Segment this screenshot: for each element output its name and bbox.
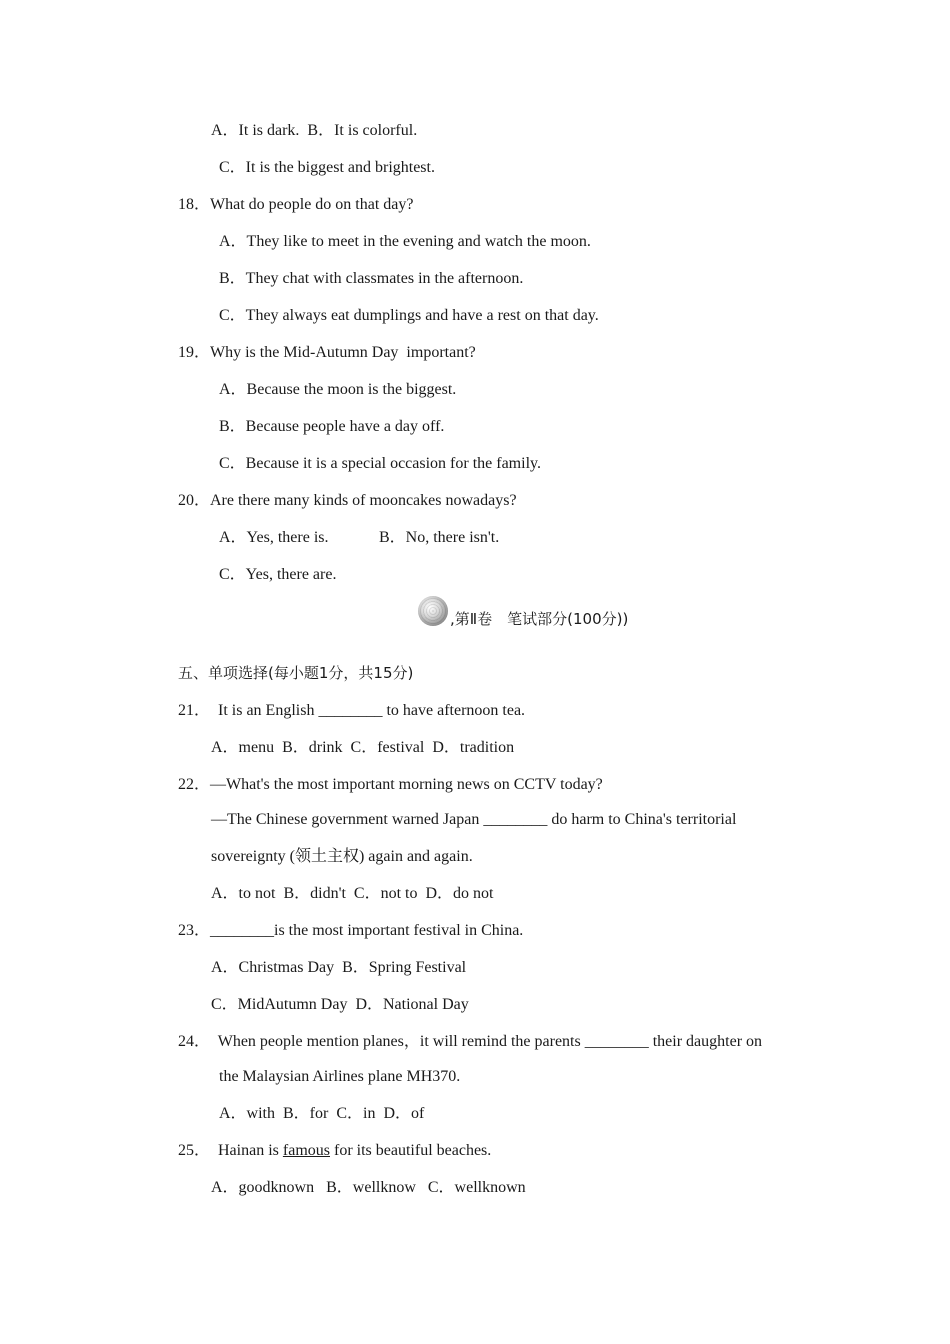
q20-option-a: A．Yes, there is. (219, 529, 329, 546)
q19-option-b: B．Because people have a day off. (219, 418, 445, 435)
q18-option-c: C．They always eat dumplings and have a rest on that day. (219, 307, 599, 324)
q23-question: 23．________is the most important festival in China. (178, 922, 524, 939)
q25-options: A．goodknown B．wellknow C．wellknown (211, 1179, 526, 1196)
q23-options-cd: C．MidAutumn Day D．National Day (211, 996, 469, 1013)
q24-question-line2: the Malaysian Airlines plane MH370. (219, 1068, 461, 1085)
q18-question: 18．What do people do on that day? (178, 196, 414, 213)
q25-question (178, 1141, 491, 1161)
q22-answer-line2: sovereignty (领土主权) again and again. (211, 848, 473, 865)
q20-option-c: C．Yes, there are. (219, 566, 337, 583)
q19-option-c: C．Because it is a special occasion for the family. (219, 455, 541, 472)
q25-prefix: 25． Hainan is (178, 1142, 283, 1159)
globe-icon (418, 596, 448, 626)
section5-heading: 五、单项选择(每小题1分，共15分) (178, 664, 414, 682)
q24-options: A．with B．for C．in D．of (219, 1105, 425, 1122)
q18-option-a: A．They like to meet in the evening and watch the moon. (219, 233, 591, 250)
q25-suffix: for its beautiful beaches. (330, 1142, 492, 1159)
q20-question: 20．Are there many kinds of mooncakes nowadays? (178, 492, 517, 509)
q24-question: 24． When people mention planes，it will remind the parents ________ their daughter on (178, 1033, 763, 1050)
q22-answer-line1: —The Chinese government warned Japan ________ do harm to China's territorial (211, 811, 737, 828)
q22-question: 22．—What's the most important morning news on CCTV today? (178, 776, 603, 793)
q21-options: A．menu B．drink C．festival D．tradition (211, 739, 515, 756)
part2-heading: ,第Ⅱ卷 笔试部分(100分)) (450, 610, 629, 628)
q20-option-b: B．No, there isn't. (379, 529, 500, 546)
q21-question: 21． It is an English ________ to have afternoon tea. (178, 702, 526, 719)
q19-question: 19．Why is the Mid-Autumn Day important? (178, 344, 476, 361)
q19-option-a: A．Because the moon is the biggest. (219, 381, 457, 398)
q18-option-b: B．They chat with classmates in the afternoon. (219, 270, 524, 287)
q25-underlined-word: famous (282, 1142, 330, 1159)
q22-options: A．to not B．didn't C．not to D．do not (211, 885, 494, 902)
q17-option-c: C．It is the biggest and brightest. (219, 159, 435, 176)
q23-options-ab: A．Christmas Day B．Spring Festival (211, 959, 467, 976)
q17-options-ab: A．It is dark. B．It is colorful. (211, 122, 418, 139)
